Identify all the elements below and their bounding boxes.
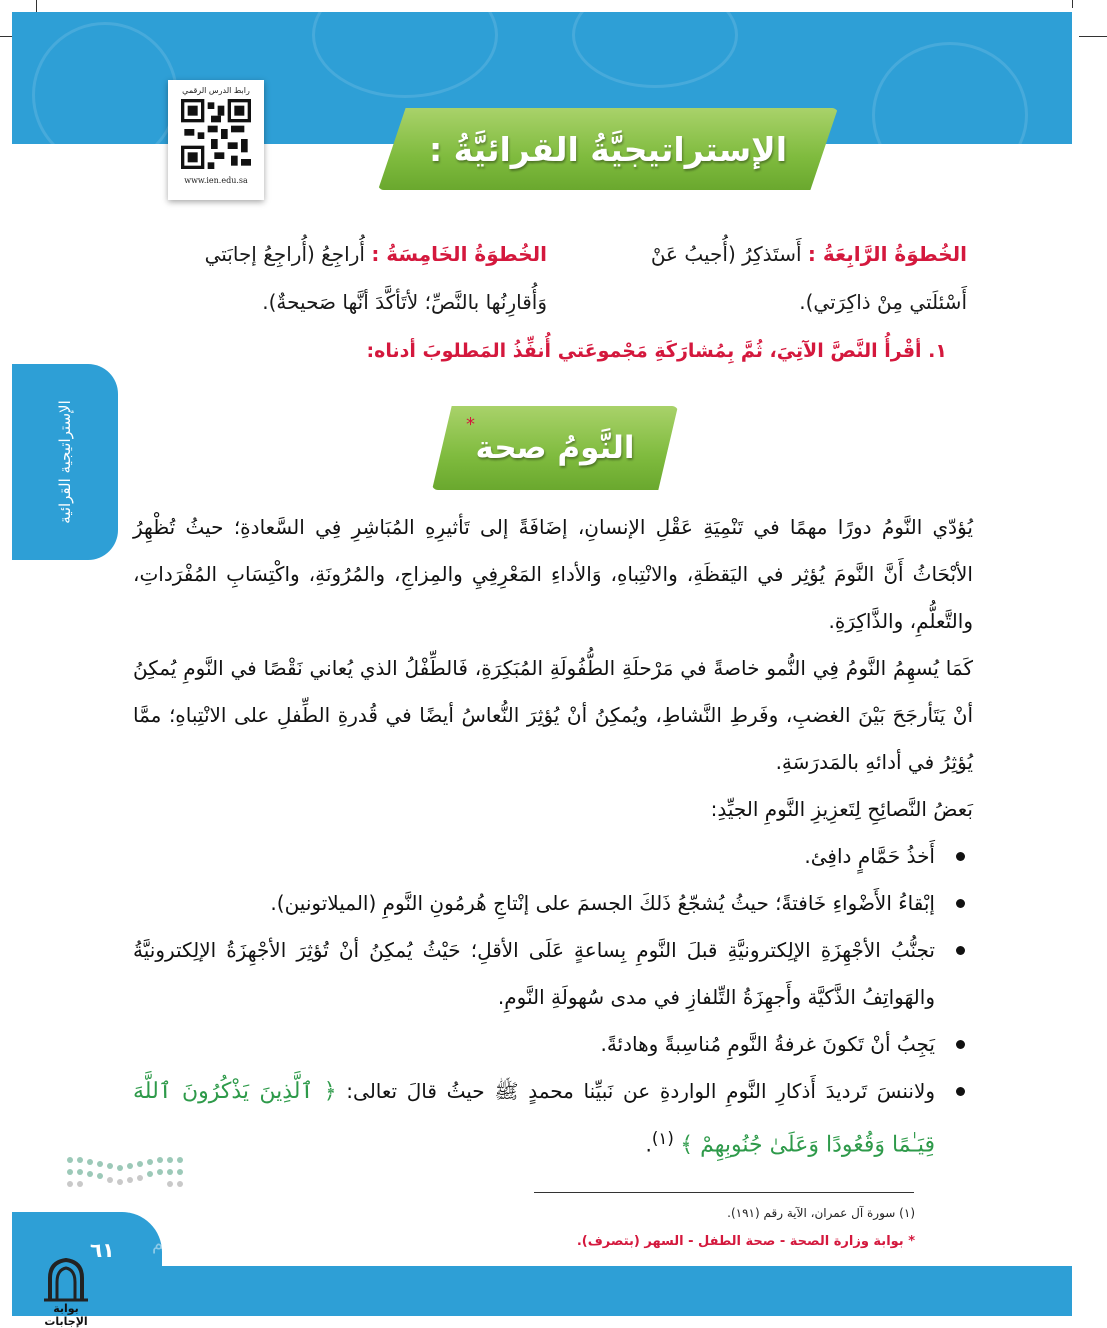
reading-text [133, 504, 973, 1169]
list-item-quran [133, 1068, 973, 1169]
logo-label: بوابة الإجابات [44, 1302, 88, 1328]
step-four-label: الخُطوَةُ الرَّابِعَةُ : [807, 242, 967, 266]
decorative-swirl [572, 12, 738, 88]
quran-verse: ﴿ ٱلَّذِينَ يَذْكُرُونَ ٱللَّهَ قِيَـٰمًا وَقُعُودًا وَعَلَىٰ جُنُوبِهِمْ ﴾ [133, 1079, 935, 1158]
decorative-swirl [312, 12, 498, 98]
list-item: يَجِبُ أنْ تَكونَ غرفةُ النَّومِ مُناسِبةً وهادئةً. [133, 1021, 973, 1068]
side-tab-label: الإستراتيجية القرائية [56, 400, 74, 524]
source-note: * بوابة وزارة الصحة - صحة الطفل - السهر (بتصرف). [576, 1234, 915, 1249]
step-five [167, 230, 547, 326]
paragraph-two: كَمَا يُسهِمُ النَّومُ فِي النُّمو خاصةً في مَرْحلَةِ الطُّفُولَةِ المُبَكِرَةِ، فَالطِّفْلُ الذي يُعاني نَقْصًا في النَّومِ يُمكِنُ أنْ يَتَأرجَحَ بَيْنَ الغضبِ، وفَرطِ النَّشاطِ، ويُمكِنُ أنْ يُؤثِرَ النُّعاسُ أيضًا في قُدرةِ الطِّفلِ على الانْتِباهِ؛ ممَّا يُؤثِرُ في أدائهِ بالمَدرَسَةِ. [133, 656, 973, 774]
page-title: الإستراتيجيَّةُ القرائيَّةُ : [428, 129, 788, 169]
paragraph-one: يُؤدّي النَّومُ دورًا مهمًا في تَنْمِيَةِ عَقْلِ الإنسانِ، إضَافَةً إلى تَأثيرِهِ المُبَاشِرِ فِي السَّعادةِ؛ حيثُ تُظْهِرُ الأبْحَاثُ أَنَّ النَّومَ يُؤثِر في اليَقظَةِ، والانْتِباهِ، وَالأداءِ المَعْرِفِيِ والمِزاجِ، والمُرُونَةِ، واكْتِسَابِ المُفْرَداتِ، والتَّعلُّمِ، والذَّاكِرَةِ. [133, 515, 973, 633]
text-title: النَّومُ صحة [475, 430, 635, 466]
tips-list [133, 833, 973, 1169]
mosque-arch-icon [30, 1256, 102, 1302]
text-title-banner [432, 406, 678, 490]
side-tab-text-wrap [12, 364, 118, 560]
qr-card[interactable] [168, 80, 264, 200]
list-item: تجنُّبُ الأجْهِزَةِ الإلِكترونيَّةِ قبلَ النَّومِ بِساعةٍ عَلَى الأقلِ؛ حَيْثُ يُمكِنُ أنْ تُؤثِرَ الأجْهِزَةُ الإلِكترونيَّةُ والهَواتِفُ الذَّكيَّة وأَجهِزَةُ التِّلفازِ في مدى سُهولَةِ النَّومِ. [133, 927, 973, 1021]
last-tip-text: ولاننسَ تَرديدَ أَذكارِ النَّومِ الواردةِ عن نَبيِّنا محمدٍ ﷺ حيثُ قالَ تعالى: [346, 1079, 936, 1103]
crop-mark [1072, 0, 1073, 8]
footnote-one: (١) سورة آل عمران، الآية رقم (١٩١). [727, 1206, 915, 1220]
ministry-dots-icon [60, 1150, 200, 1200]
crop-mark [1079, 36, 1107, 37]
answers-portal-logo [30, 1256, 102, 1328]
step-four [617, 230, 967, 326]
page-number: ٦١ [90, 1238, 115, 1262]
step-four-text: أَستَذكِرُ (أُجيبُ عَنْ أَسْئلَتي مِنْ ذاكِرَتي). [650, 242, 967, 314]
qr-code-icon[interactable] [181, 99, 251, 169]
sentence-end: . [645, 1132, 652, 1157]
tips-title: بَعضُ النَّصائِحِ لِتَعزِيزِ النَّومِ الجيِّدِ: [710, 797, 973, 821]
qr-label: رابط الدرس الرقمي [182, 86, 250, 95]
source-star-marker: * [466, 414, 475, 435]
step-five-label: الخُطوَةُ الخَامِسَةُ : [371, 242, 547, 266]
qr-url[interactable]: www.ien.edu.sa [184, 176, 248, 185]
step-five-text: أُراجِعُ (أُراجِعُ إجابَتي وَأُقارِنُها بالنَّصِّ؛ لأتَأكَّدَ أنَّها صَحيحةٌ). [204, 242, 547, 314]
decorative-swirl [872, 42, 1028, 144]
ministry-name: وزارة التعليم [152, 1212, 200, 1254]
decorative-swirl [32, 22, 178, 144]
lesson-title-banner [378, 108, 838, 190]
footnote-divider [534, 1192, 914, 1193]
side-tab [12, 364, 118, 560]
footer-band [12, 1266, 1072, 1316]
footnote-ref: (١) [651, 1129, 674, 1148]
list-item: إبْقاءُ الأَضْواءِ خَافتةً؛ حيثُ يُشجّعُ ذَلكَ الجسمَ على إنْتاجِ هُرمُونِ النَّومِ (الميلاتونين). [133, 880, 973, 927]
list-item: أَخذُ حَمَّامٍ دافِئ. [133, 833, 973, 880]
exercise-instruction: ١. أقْرأُ النَّصَّ الآتِيَ، ثُمَّ بِمُشارَكَةِ مَجْموعَتي أُنفِّذُ المَطلوبَ أدناه: [366, 340, 947, 362]
